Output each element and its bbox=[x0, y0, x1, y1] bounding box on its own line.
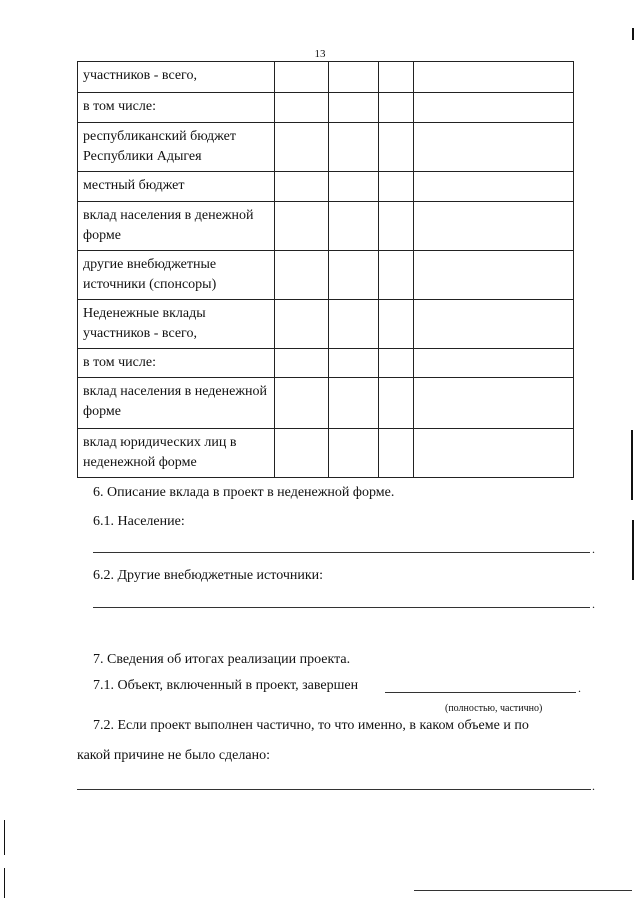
blank-line-6-1[interactable] bbox=[93, 552, 590, 553]
scan-edge-mark bbox=[4, 820, 5, 855]
table-row bbox=[78, 172, 574, 202]
line-end-dot: . bbox=[592, 597, 595, 611]
table-row bbox=[78, 429, 574, 478]
row-label: вклад юридических лиц в неденежной форме bbox=[78, 429, 275, 478]
scan-edge-mark bbox=[632, 520, 634, 580]
table-row bbox=[78, 251, 574, 300]
row-label: республиканский бюджет Республики Адыгея bbox=[78, 123, 275, 172]
line-end-dot: . bbox=[578, 681, 581, 695]
footer-rule bbox=[414, 890, 632, 891]
row-label: в том числе: bbox=[78, 93, 275, 123]
funding-table bbox=[77, 61, 574, 478]
scan-edge-mark bbox=[631, 430, 633, 500]
table-row bbox=[78, 378, 574, 429]
row-label: местный бюджет bbox=[78, 172, 275, 202]
row-label: в том числе: bbox=[78, 349, 275, 378]
table-row bbox=[78, 202, 574, 251]
scan-edge-mark bbox=[632, 28, 634, 40]
section-7-1-label: 7.1. Объект, включенный в проект, завершен bbox=[93, 678, 359, 693]
table-row bbox=[78, 300, 574, 349]
blank-line-6-2[interactable] bbox=[93, 607, 590, 608]
row-label: другие внебюджетные источники (спонсоры) bbox=[78, 251, 275, 300]
table-row bbox=[78, 123, 574, 172]
table-row bbox=[78, 62, 574, 93]
section-6-heading: 6. Описание вклада в проект в неденежной форме. bbox=[93, 485, 395, 500]
section-6-2-label: 6.2. Другие внебюджетные источники: bbox=[93, 568, 324, 583]
section-7-heading: 7. Сведения об итогах реализации проекта. bbox=[93, 652, 351, 667]
table-row bbox=[78, 349, 574, 378]
row-label: участников - всего, bbox=[78, 62, 275, 93]
line-end-dot: . bbox=[592, 542, 595, 556]
row-label: вклад населения в неденежной форме bbox=[78, 378, 275, 429]
row-label: Неденежные вклады участников - всего, bbox=[78, 300, 275, 349]
row-label: вклад населения в денежной форме bbox=[78, 202, 275, 251]
blank-line-7-2[interactable] bbox=[77, 789, 591, 790]
section-6-1-label: 6.1. Население: bbox=[93, 514, 185, 529]
table-row bbox=[78, 93, 574, 123]
completion-hint: (полностью, частично) bbox=[445, 703, 543, 714]
page-number: 13 bbox=[314, 48, 326, 60]
blank-line-7-1[interactable] bbox=[385, 692, 576, 693]
line-end-dot: . bbox=[592, 779, 595, 793]
section-7-2-line-2: какой причине не было сделано: bbox=[77, 748, 270, 763]
section-7-2-line-1: 7.2. Если проект выполнен частично, то что именно, в каком объеме и по bbox=[93, 718, 529, 733]
scan-edge-mark bbox=[4, 868, 5, 898]
